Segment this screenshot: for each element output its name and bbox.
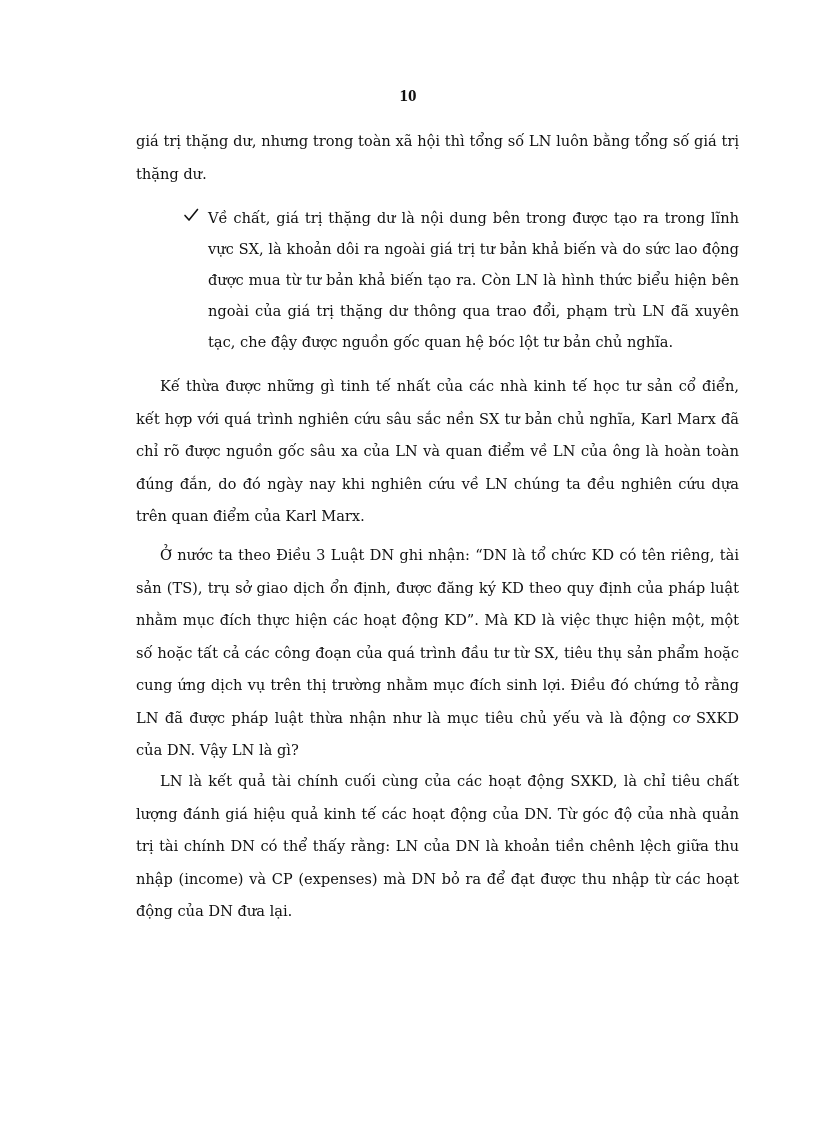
paragraph-1: Kế thừa được những gì tinh tế nhất của các nhà kinh tế học tư sản cổ điển, kết hợp với quá trình nghiên cứu sâu sắc nền SX tư bản chủ nghĩa, Karl Marx đã chỉ rõ được nguồn gốc sâu xa của LN và quan điểm về LN của ông là hoàn toàn đúng đắn, do đó ngày nay khi nghiên cứu về LN chúng ta đều nghiên cứu dựa trên quan điểm của Karl Marx.	[136, 378, 739, 525]
bullet-item-text: Về chất, giá trị thặng dư là nội dung bên trong được tạo ra trong lĩnh vực SX, là khoản dôi ra ngoài giá trị tư bản khả biến và do sức lao động được mua từ tư bản khả biến tạo ra. Còn LN là hình thức biểu hiện bên ngoài của giá trị thặng dư thông qua trao đổi, phạm trù LN đã xuyên tạc, che đậy được nguồn gốc quan hệ bóc lột tư bản chủ nghĩa.	[208, 210, 739, 351]
checkmark-icon	[183, 207, 199, 223]
paragraph-2: Ở nước ta theo Điều 3 Luật DN ghi nhận: “DN là tổ chức KD có tên riêng, tài sản (TS), trụ sở giao dịch ổn định, được đăng ký KD theo quy định của pháp luật nhằm mục đích thực hiện các hoạt động KD”. Mà KD là việc thực hiện một, một số hoặc tất cả các công đoạn của quá trình đầu tư từ SX, tiêu thụ sản phẩm hoặc cung ứng dịch vụ trên thị trường nhằm mục đích sinh lợi. Điều đó chứng tỏ rằng LN đã được pháp luật thừa nhận như là mục tiêu chủ yếu và là động cơ SXKD của DN. Vậy LN là gì?	[136, 547, 739, 759]
paragraph-3: LN là kết quả tài chính cuối cùng của các hoạt động SXKD, là chỉ tiêu chất lượng đánh giá hiệu quả kinh tế các hoạt động của DN. Từ góc độ của nhà quản trị tài chính DN có thể thấy rằng: LN của DN là khoản tiền chênh lệch giữa thu nhập (income) và CP (expenses) mà DN bỏ ra để đạt được thu nhập từ các hoạt động của DN đưa lại.	[136, 773, 739, 920]
continuation-paragraph: giá trị thặng dư, nhưng trong toàn xã hội thì tổng số LN luôn bằng tổng số giá trị thặng dư.	[136, 133, 739, 183]
page-number: 10	[399, 86, 417, 105]
